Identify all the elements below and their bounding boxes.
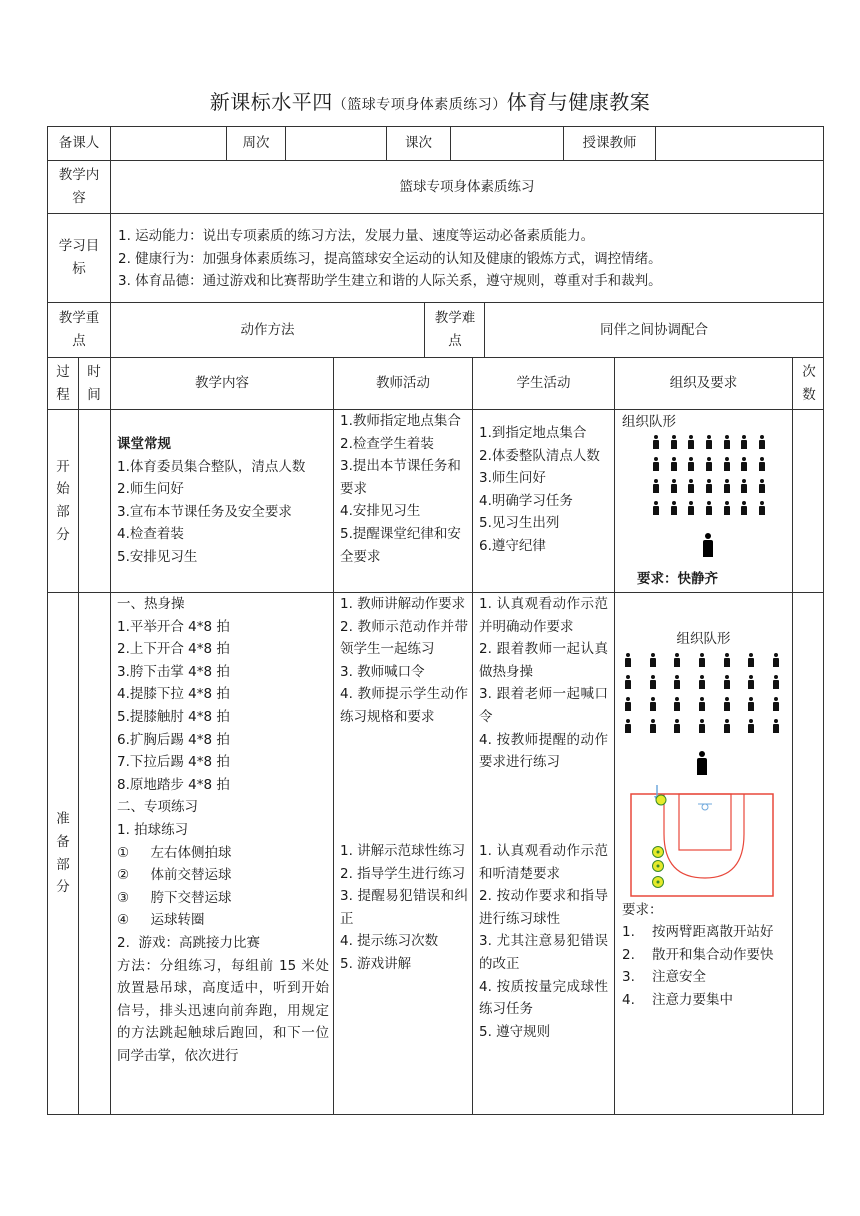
student-icon <box>723 675 731 689</box>
start-student-activities <box>479 422 610 558</box>
student-icon <box>652 479 660 493</box>
student-icon <box>723 479 731 493</box>
student-icon <box>624 697 632 711</box>
list-item: 1.平举开合 4*8 拍 <box>117 618 230 635</box>
start-org-title: 组织队形 <box>622 414 676 430</box>
list-item: 二、专项练习 <box>117 799 198 816</box>
student-icon <box>649 653 657 667</box>
list-item: 3.宣布本节课任务及安全要求 <box>117 503 292 520</box>
list-item: 8.原地踏步 4*8 拍 <box>117 776 230 793</box>
list-item: 4. 提示练习次数 <box>340 933 439 950</box>
student-icon <box>687 457 695 471</box>
objective-item: 2. 健康行为：加强身体素质练习，提高篮球安全运动的认知及健康的锻炼方式，调控情绪。 <box>118 250 662 267</box>
key-points-value: 动作方法 <box>240 321 295 338</box>
student-icon <box>652 457 660 471</box>
start-requirement: 要求：快静齐 <box>637 571 718 587</box>
list-item: 1. 讲解示范球性练习 <box>340 843 466 859</box>
court-diagram <box>626 784 778 900</box>
content-label: 教学内容 <box>58 167 100 206</box>
student-icon <box>705 501 713 515</box>
objective-item: 1. 运动能力：说出专项素质的练习方法，发展力量、速度等运动必备素质能力。 <box>118 228 595 244</box>
teacher-label: 授课教师 <box>582 135 637 152</box>
preparer-label: 备课人 <box>58 135 100 152</box>
student-icon <box>673 653 681 667</box>
list-item: 2. 散开和集合动作要快 <box>622 946 774 963</box>
student-icon <box>652 435 660 449</box>
student-icon <box>758 435 766 449</box>
student-icon <box>772 719 780 733</box>
list-item: 3. 尤其注意易犯错误的改正 <box>479 933 608 972</box>
list-item: 方法：分组练习，每组前 15 米处放置悬吊球，高度适中，听到开始信号，排头迅速向前奔跑，用规定的方法跳起触球后跑回，和下一位同学击掌，依次进行 <box>117 957 329 1064</box>
content-value: 篮球专项身体素质练习 <box>399 178 535 195</box>
list-item: 3.师生问好 <box>479 470 546 487</box>
header-time: 时间 <box>87 363 101 403</box>
list-item: ② 体前交替运球 <box>117 867 232 884</box>
student-icon <box>740 479 748 493</box>
list-item: 4.检查着装 <box>117 526 184 543</box>
header-organization: 组织及要求 <box>669 375 738 392</box>
prep-content <box>117 593 329 1067</box>
list-item: 2. 指导学生进行练习 <box>340 865 466 882</box>
student-icon <box>723 435 731 449</box>
list-item: 6.扩胸后踢 4*8 拍 <box>117 731 230 748</box>
student-icon <box>670 435 678 449</box>
objective-item: 3. 体育品德：通过游戏和比赛帮助学生建立和谐的人际关系，遵守规则，尊重对手和裁判。 <box>118 273 662 290</box>
list-item: 2. 跟着教师一起认真做热身操 <box>479 641 608 680</box>
list-item: 一、热身操 <box>117 596 185 612</box>
student-icon <box>747 675 755 689</box>
student-icon <box>624 719 632 733</box>
session-label: 课次 <box>405 135 432 152</box>
student-icon <box>652 501 660 515</box>
list-item: 2. 按动作要求和指导进行练习球性 <box>479 888 608 927</box>
student-icon <box>687 435 695 449</box>
list-item: 2.师生问好 <box>117 481 184 498</box>
student-icon <box>747 653 755 667</box>
student-icon <box>723 697 731 711</box>
list-item: ③ 胯下交替运球 <box>117 889 232 906</box>
student-icon <box>772 653 780 667</box>
student-icon <box>740 457 748 471</box>
list-item: 1. 认真观看动作示范和听清楚要求 <box>479 843 608 882</box>
start-section-label: 开始部分 <box>56 458 70 543</box>
student-icon <box>670 457 678 471</box>
list-item: 4.明确学习任务 <box>479 492 573 509</box>
list-item: 3. 提醒易犯错误和纠正 <box>340 888 468 927</box>
list-item: 5.见习生出列 <box>479 515 560 532</box>
header-content: 教学内容 <box>195 375 249 392</box>
header-count: 次数 <box>802 363 816 403</box>
prep-teacher-activities-a <box>340 593 468 729</box>
objectives-list <box>118 225 818 293</box>
student-icon <box>673 697 681 711</box>
list-item: 1. 拍球练习 <box>117 821 189 838</box>
student-icon <box>649 697 657 711</box>
student-icon <box>747 719 755 733</box>
prep-student-activities-b <box>479 840 608 1043</box>
difficulty-label: 教学难点 <box>434 310 476 349</box>
student-icon <box>624 675 632 689</box>
list-item: ① 左右体侧拍球 <box>117 844 232 861</box>
header-teacher: 教师活动 <box>376 375 430 392</box>
student-icon <box>758 501 766 515</box>
title-subtitle: 篮球专项身体素质练习 <box>347 97 493 113</box>
three-point-line <box>664 794 744 878</box>
list-item: 2.检查学生着装 <box>340 435 434 452</box>
list-item: 1. 按两臂距离散开站好 <box>622 924 774 940</box>
start-content <box>117 433 331 569</box>
student-icon <box>740 435 748 449</box>
list-item: 4. 教师提示学生动作练习规格和要求 <box>340 686 468 725</box>
week-label: 周次 <box>242 135 270 152</box>
student-icon <box>723 653 731 667</box>
start-formation <box>652 435 766 515</box>
list-item: 3.胯下击掌 4*8 拍 <box>117 663 230 680</box>
student-icon <box>740 501 748 515</box>
title-main: 新课标水平四 <box>209 90 333 114</box>
student-icon <box>698 697 706 711</box>
list-item: 4. 按教师提醒的动作要求进行练习 <box>479 731 608 771</box>
header-process: 过程 <box>56 363 70 403</box>
student-icon <box>673 675 681 689</box>
teacher-icon <box>696 751 708 775</box>
court-key <box>679 794 731 850</box>
header-student: 学生活动 <box>516 375 571 392</box>
student-icon <box>723 457 731 471</box>
prep-requirements <box>622 921 782 1011</box>
student-icon <box>670 479 678 493</box>
student-icon <box>723 501 731 515</box>
prep-formation <box>624 653 780 733</box>
list-item: 4. 注意力要集中 <box>622 991 733 1008</box>
prep-teacher-activities-b <box>340 840 468 976</box>
list-item: ④ 运球转圈 <box>117 912 205 929</box>
student-icon <box>698 719 706 733</box>
student-icon <box>723 719 731 733</box>
student-icon <box>698 653 706 667</box>
list-item: 2.上下开合 4*8 拍 <box>117 641 230 658</box>
student-icon <box>772 697 780 711</box>
student-icon <box>758 457 766 471</box>
list-item: 3. 注意安全 <box>622 969 706 986</box>
list-item: 4. 按质按量完成球性练习任务 <box>479 978 608 1018</box>
teacher-icon <box>702 533 714 557</box>
list-item: 5.提膝触肘 4*8 拍 <box>117 708 230 725</box>
start-teacher-activities <box>340 410 468 568</box>
list-item: 7.下拉后踢 4*8 拍 <box>117 754 230 771</box>
page-title <box>0 86 860 115</box>
student-icon <box>705 479 713 493</box>
list-item: 4.安排见习生 <box>340 503 421 520</box>
list-item: 2.体委整队清点人数 <box>479 447 600 464</box>
list-item: 3. 跟着老师一起喊口令 <box>479 686 608 725</box>
list-item: 2. 游戏：高跳接力比赛 <box>117 934 260 951</box>
ball-icon <box>656 795 666 805</box>
student-icon <box>687 479 695 493</box>
list-item: 5.安排见习生 <box>117 548 198 565</box>
list-item: 3.提出本节课任务和要求 <box>340 458 461 497</box>
difficulty-value: 同伴之间协调配合 <box>600 321 708 338</box>
student-icon <box>772 675 780 689</box>
student-icon <box>670 501 678 515</box>
list-item: 5. 游戏讲解 <box>340 955 412 972</box>
prep-requirement-title: 要求： <box>622 902 663 918</box>
list-item: 2. 教师示范动作并带领学生一起练习 <box>340 618 468 658</box>
list-item: 5. 遵守规则 <box>479 1023 551 1040</box>
list-item: 1.到指定地点集合 <box>479 425 587 441</box>
title-paren-close: ） <box>492 97 507 113</box>
list-item: 1. 认真观看动作示范并明确动作要求 <box>479 596 608 635</box>
list-item: 1. 教师讲解动作要求 <box>340 596 466 612</box>
student-icon <box>649 719 657 733</box>
prep-student-activities-a <box>479 593 608 774</box>
prep-section-label: 准备部分 <box>56 811 70 896</box>
student-icon <box>687 501 695 515</box>
student-icon <box>747 697 755 711</box>
objectives-label: 学习目标 <box>58 238 100 277</box>
student-icon <box>705 435 713 449</box>
prep-org-title: 组织队形 <box>676 631 731 647</box>
student-icon <box>758 479 766 493</box>
list-item: 4.提膝下拉 4*8 拍 <box>117 686 230 703</box>
title-paren-open: （ <box>332 97 348 113</box>
title-suffix: 体育与健康教案 <box>506 90 651 114</box>
key-points-label: 教学重点 <box>58 310 100 349</box>
student-icon <box>649 675 657 689</box>
list-item: 1.教师指定地点集合 <box>340 413 461 429</box>
start-content-title: 课堂常规 <box>117 436 171 452</box>
list-item: 5.提醒课堂纪律和安全要求 <box>340 525 461 565</box>
list-item: 6.遵守纪律 <box>479 537 546 554</box>
student-icon <box>624 653 632 667</box>
list-item: 3. 教师喊口令 <box>340 663 425 680</box>
student-icon <box>673 719 681 733</box>
student-icon <box>698 675 706 689</box>
hoop-icon <box>702 804 708 810</box>
list-item: 1.体育委员集合整队，清点人数 <box>117 458 306 475</box>
student-icon <box>705 457 713 471</box>
